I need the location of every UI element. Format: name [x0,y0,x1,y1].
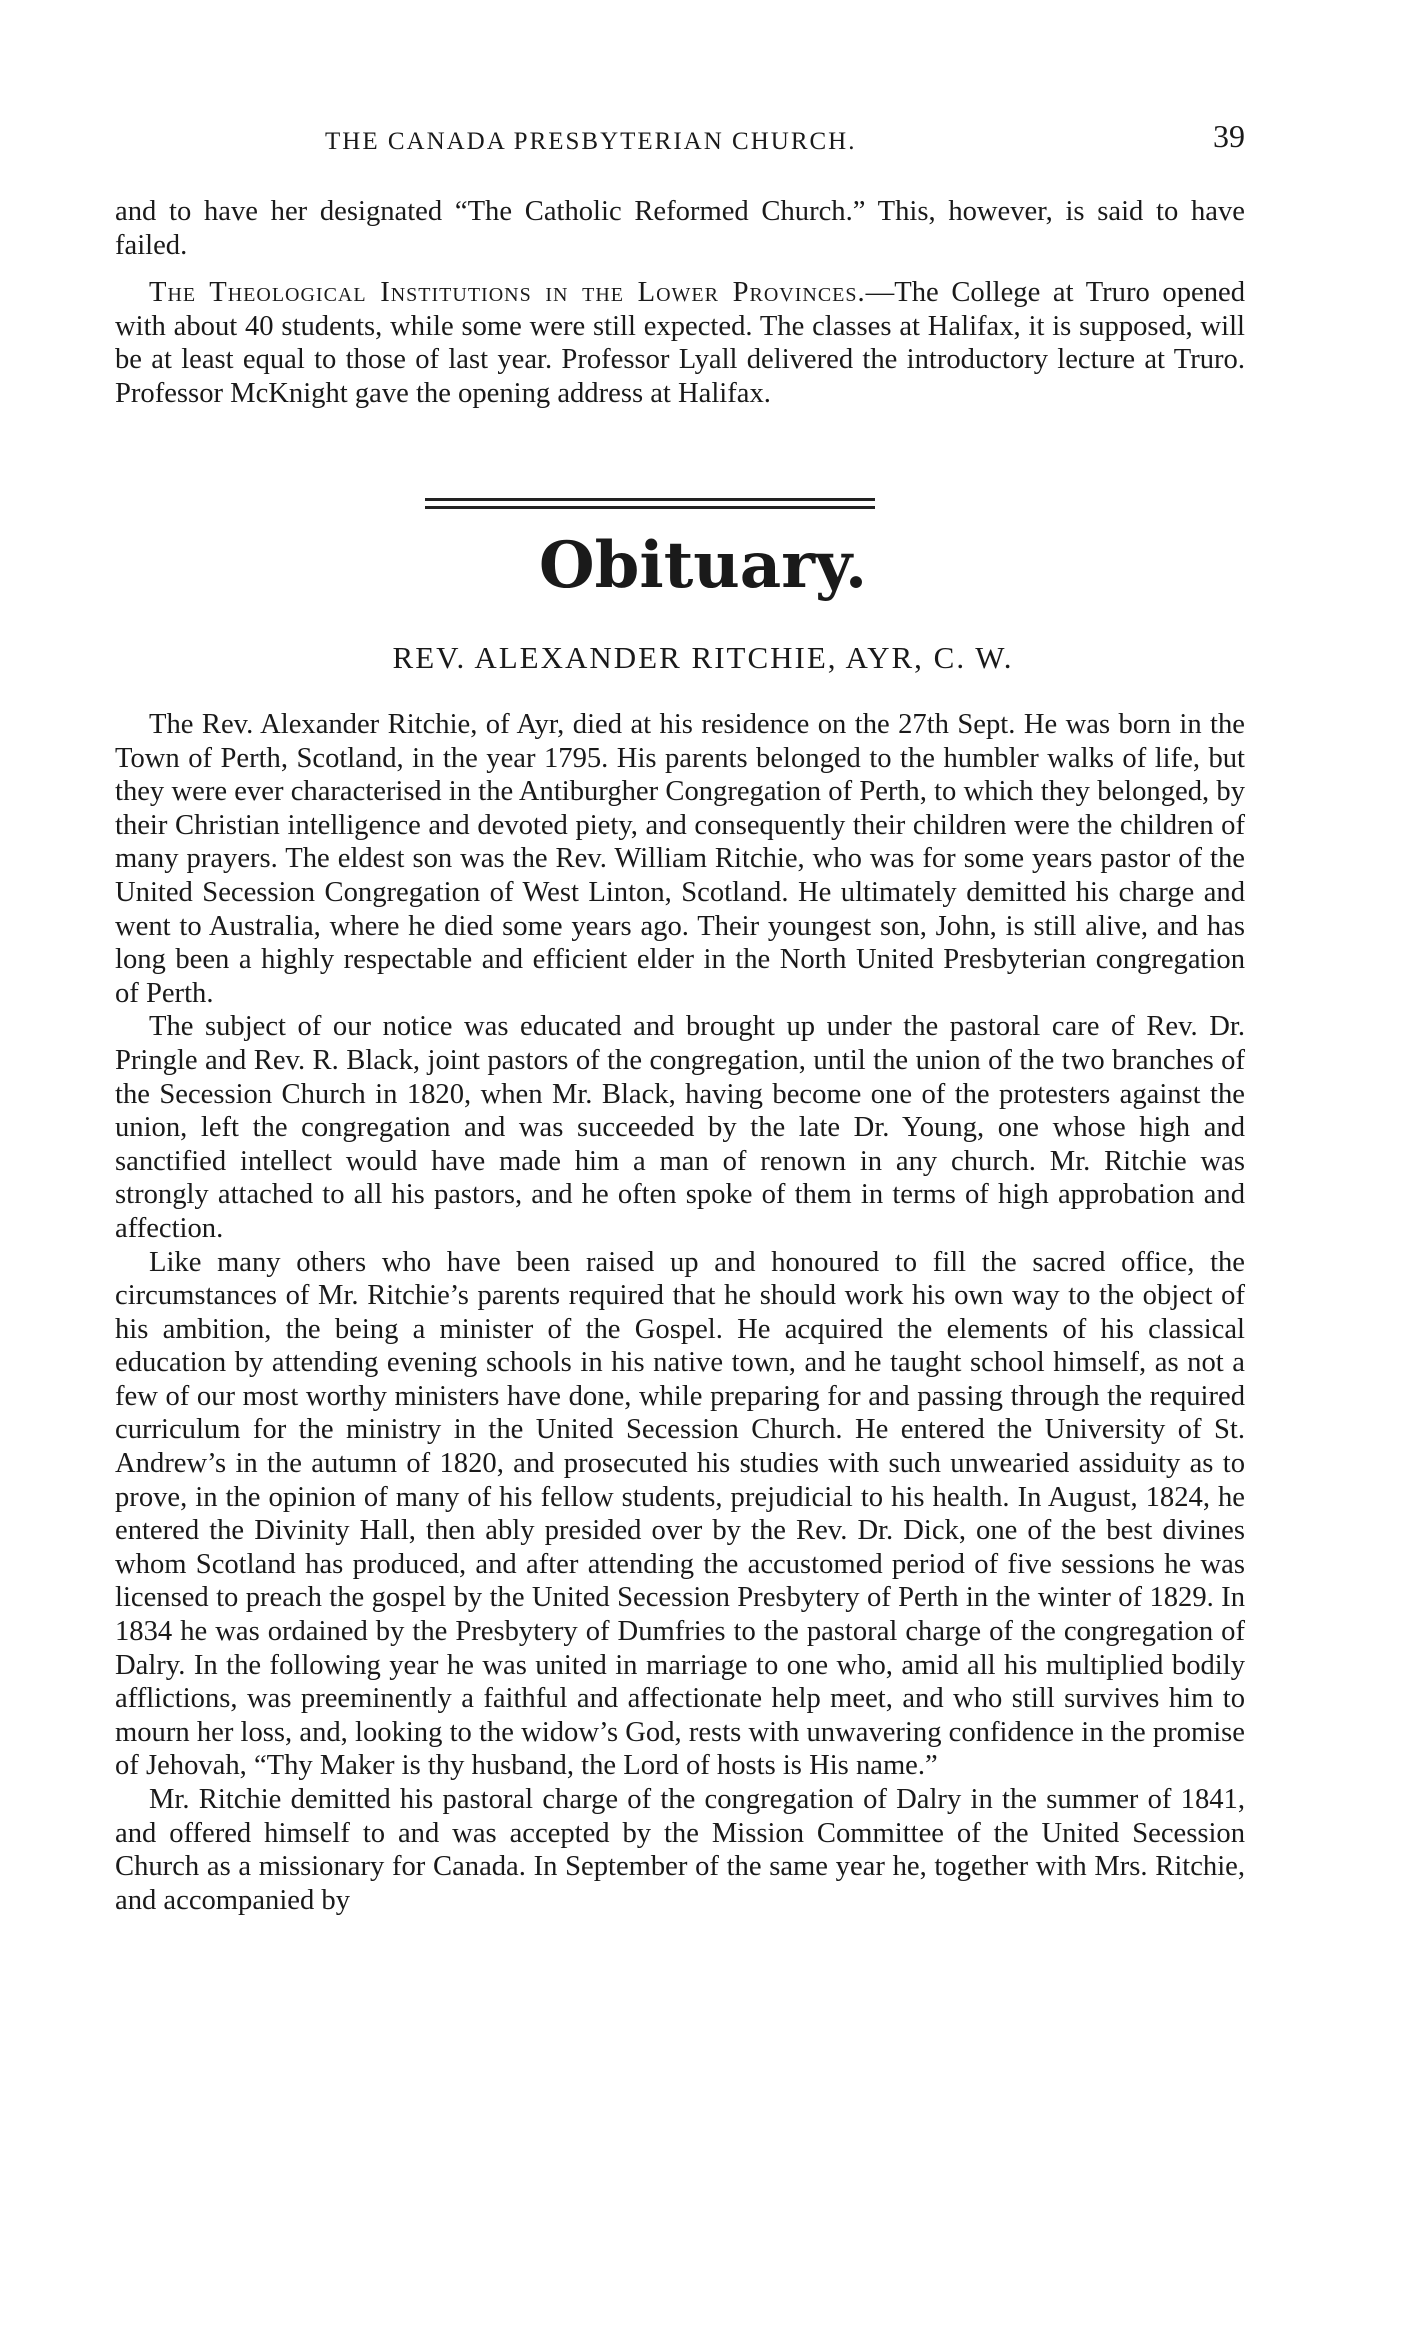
theological-heading: The Theological Institutions in the Lower Provinces. [149,277,866,309]
obituary-subhead: REV. ALEXANDER RITCHIE, AYR, C. W. [392,640,1014,675]
obituary-paragraph: Mr. Ritchie demitted his pastoral charge of the congregation of Dalry in the summer of 1841, and offered himself to and was accepted by the Mission Committee of the United Secession Church as a missionary for Canada. In September of the same year he, together with Mrs. Ritchie, and accompanied by [115,1784,1245,1916]
theological-paragraph [115,276,1245,410]
intro-paragraph: and to have her designated “The Catholic Reformed Church.” This, however, is said to have failed. [115,196,1245,261]
running-head: THE CANADA PRESBYTERIAN CHURCH. [325,128,857,155]
divider-rule-bottom [425,506,875,509]
page-header [115,118,1245,168]
obituary-title: Obituary. [538,528,868,603]
obituary-paragraph: The Rev. Alexander Ritchie, of Ayr, died at his residence on the 27th Sept. He was born in the Town of Perth, Scotland, in the year 1795. His parents belonged to the humbler walks of life, but they were ever characterised in the Antiburgher Congregation of Perth, to which they belonged, by their Christian intelligence and devoted piety, and consequently their children were the children of many prayers. The eldest son was the Rev. William Ritchie, who was for some years pastor of the United Secession Congregation of West Linton, Scotland. He ultimately demitted his charge and went to Australia, where he died some years ago. Their youngest son, John, is still alive, and has long been a highly respectable and efficient elder in the North United Presbyterian congregation of Perth. [115,709,1245,1009]
obituary-body [115,708,1245,1917]
obituary-paragraph: The subject of our notice was educated and brought up under the pastoral care of Rev. Dr. Pringle and Rev. R. Black, joint pastors of the congregation, until the union of the two branches of the Secession Church in 1820, when Mr. Black, having become one of the protesters against the union, left the congregation and was succeeded by the late Dr. Young, one whose high and sanctified intellect would have made him a man of renown in any church. Mr. Ritchie was strongly attached to all his pastors, and he often spoke of them in terms of high approbation and affection. [115,1011,1245,1244]
divider-rule-top [425,498,875,501]
section-divider [425,498,875,509]
page-number: 39 [1213,118,1245,154]
intro-block [115,195,1245,411]
obituary-paragraph: Like many others who have been raised up and honoured to fill the sacred office, the circumstances of Mr. Ritchie’s parents required that he should work his own way to the object of his ambition, the being a minister of the Gospel. He acquired the elements of his classical education by attending evening schools in his native town, and he taught school himself, as not a few of our most worthy ministers have done, while preparing for and passing through the required curriculum for the ministry in the United Secession Church. He entered the University of St. Andrew’s in the autumn of 1820, and prosecuted his studies with such unwearied assiduity as to prove, in the opinion of many of his fellow students, prejudicial to his health. In August, 1824, he entered the Divinity Hall, then ably presided over by the Rev. Dr. Dick, one of the best divines whom Scotland has produced, and after attending the accustomed period of five sessions he was licensed to preach the gospel by the United Secession Presbytery of Perth in the winter of 1829. In 1834 he was ordained by the Presbytery of Dumfries to the pastoral charge of the congregation of Dalry. In the following year he was united in marriage to one who, amid all his multiplied bodily afflictions, was preeminently a faithful and affectionate help meet, and who still survives him to mourn her loss, and, looking to the widow’s God, rests with unwavering confidence in the promise of Jehovah, “Thy Maker is thy husband, the Lord of hosts is His name.” [115,1246,1245,1782]
theological-text: —The College at Truro opened with about 40 students, while some were still expected. The classes at Halifax, it is supposed, will be at least equal to those of last year. Professor Lyall delivered the introductory lecture at Truro. Professor McKnight gave the opening address at Halifax. [115,277,1245,409]
